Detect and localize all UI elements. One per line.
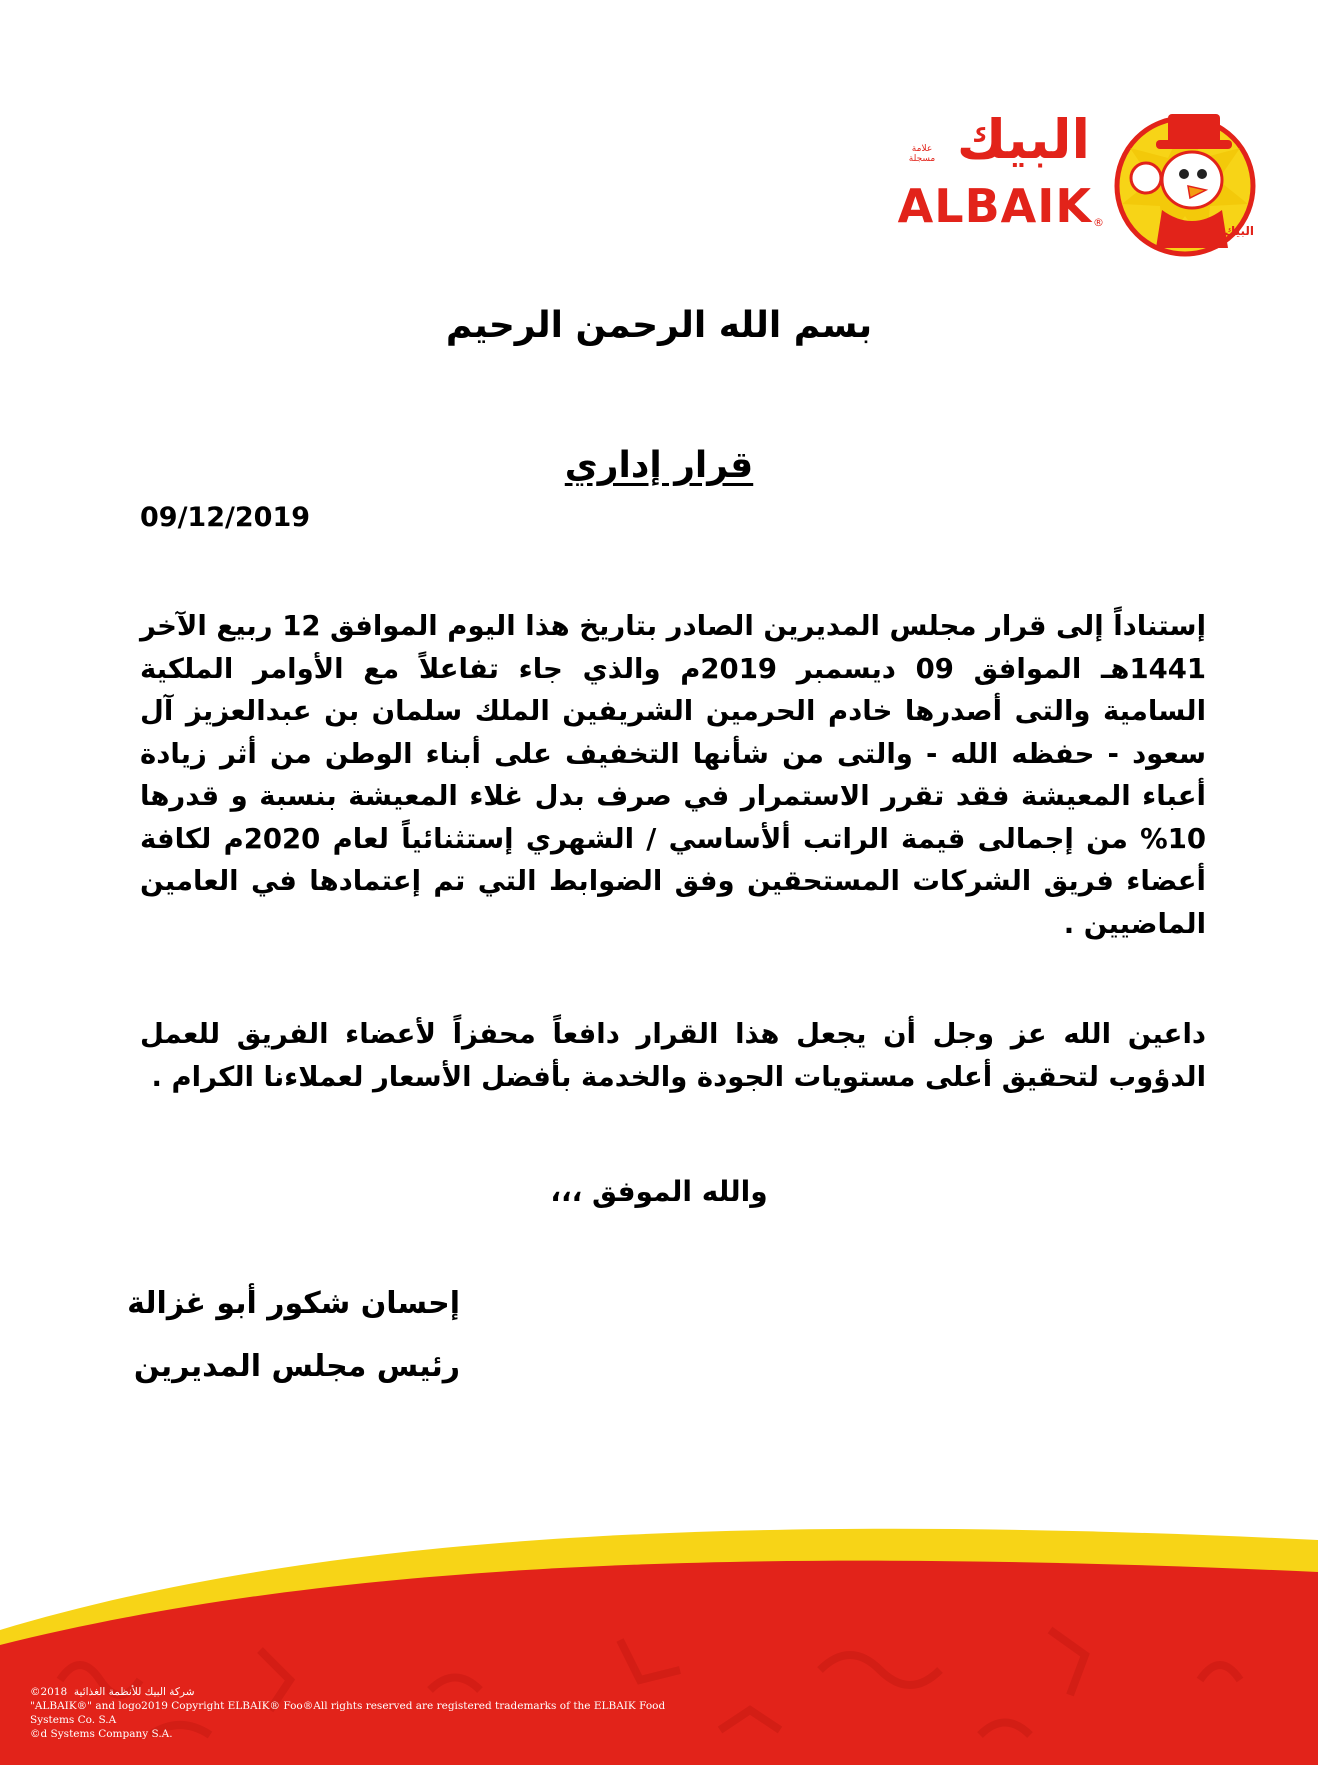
footer-line-1: [30, 1685, 665, 1699]
logo-english-name: ALBAIK: [897, 179, 1092, 233]
albaik-logo: [897, 108, 1260, 258]
footer-line-2: "ALBAIK®" and logo2019 Copyright ELBAIK® Foo®All rights reserved are registered trademarks of the ELBAIK Food: [30, 1700, 666, 1712]
document-date: 09/12/2019: [140, 502, 311, 533]
mascot-badge-text: البيك: [1224, 224, 1254, 238]
closing-line: والله الموفق ،،،: [550, 1175, 768, 1208]
logo-registered-mark: ®: [1093, 216, 1104, 229]
basmala-heading: بسم الله الرحمن الرحيم: [445, 305, 873, 346]
footer-year: ©2018: [30, 1686, 68, 1698]
signer-name: إحسان شكور أبو غزالة: [127, 1286, 460, 1321]
closing-prayer-paragraph: داعين الله عز وجل أن يجعل هذا القرار دافعاً محفزاً لأعضاء الفريق للعمل الدؤوب لتحقيق أعلى مستويات الجودة والخدمة بأفضل الأسعار لعملاءنا الكرام .: [140, 1018, 1206, 1093]
signer-title: رئيس مجلس المديرين: [133, 1349, 460, 1384]
footer-line-3: Systems Co. S.A: [30, 1714, 117, 1726]
footer-company-arabic: شركة البيك للأنظمة الغذائية: [73, 1686, 195, 1698]
logo-trademark-note: علامة مسجلة: [908, 144, 936, 164]
footer-line-4: ©d Systems Company S.A.: [30, 1728, 173, 1740]
logo-arabic-name: البيك: [956, 108, 1090, 171]
decision-paragraph: إستناداً إلى قرار مجلس المديرين الصادر بتاريخ هذا اليوم الموافق 12 ربيع الآخر 1441هـ الموافق 09 ديسمبر 2019م والذي جاء تفاعلاً مع الأوامر الملكية السامية والتى أصدرها خادم الحرمين الشريفين الملك سلمان بن عبدالعزيز آل سعود - حفظه الله - والتى من شأنها التخفيف على أبناء الوطن من أثر زيادة أعباء المعيشة فقد تقرر الاستمرار في صرف بدل غلاء المعيشة بنسبة و قدرها 10% من إجمالى قيمة الراتب ألأساسي / الشهري إستثنائياً لعام 2020م لكافة أعضاء فريق الشركات المستحقين وفق الضوابط التي تم إعتمادها في العامين الماضيين .: [140, 610, 1206, 940]
decision-title: قرار إداري: [564, 445, 754, 486]
footer-copyright: [30, 1685, 665, 1741]
